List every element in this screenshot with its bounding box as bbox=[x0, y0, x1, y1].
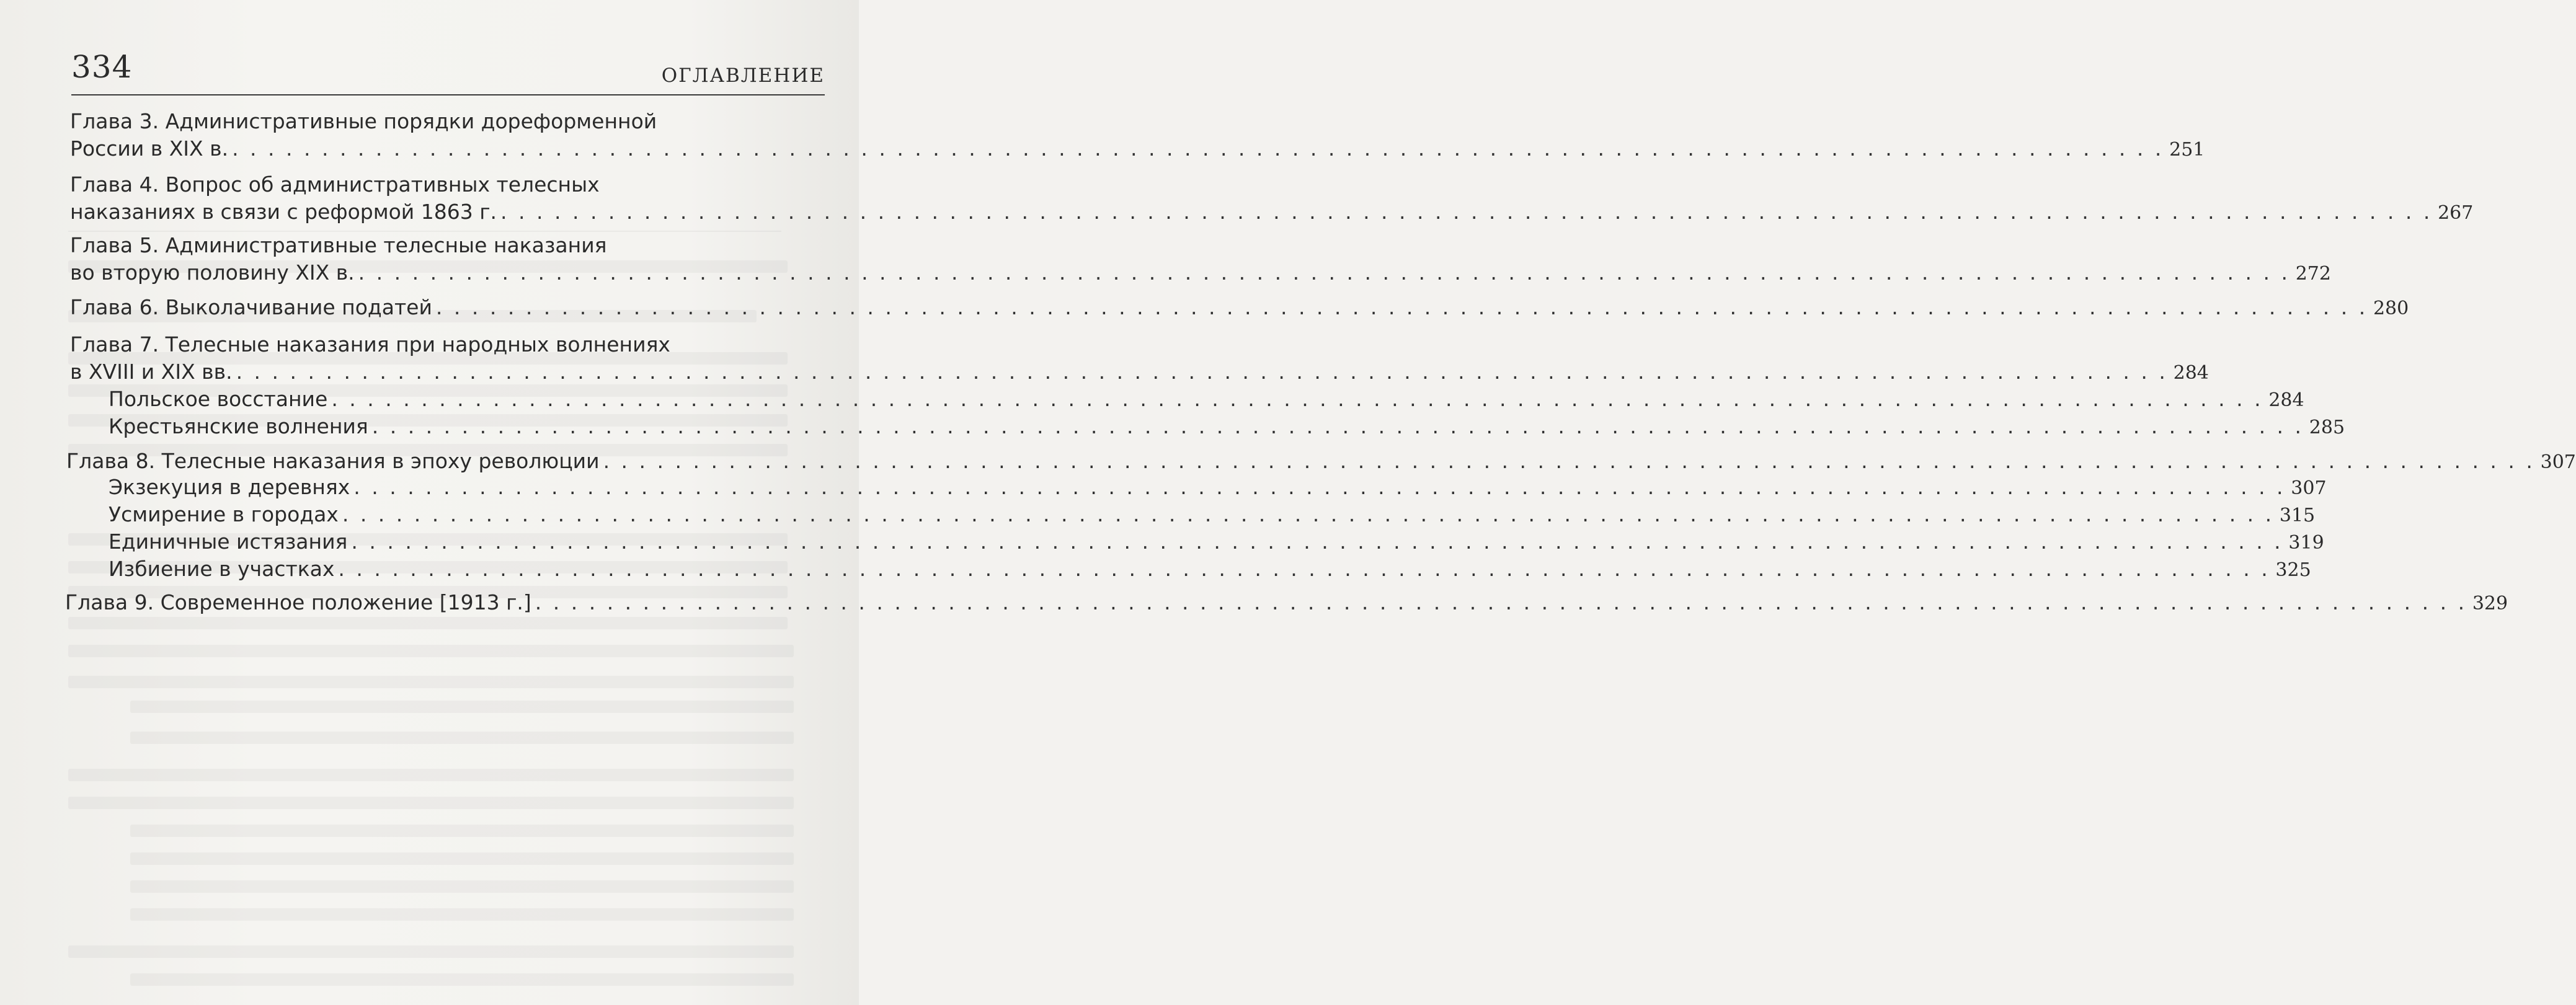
toc-subentry-title: Единичные истязания bbox=[109, 529, 348, 554]
toc-entry-chapter-3[interactable] bbox=[70, 108, 2205, 167]
toc-subentry-title: Польское восстание bbox=[109, 387, 328, 411]
toc-entry-title: Глава 9. Современное положение [1913 г.] bbox=[65, 590, 531, 614]
dot-leader bbox=[603, 448, 2535, 475]
toc-page-number: 251 bbox=[2169, 139, 2205, 161]
toc-entry-chapter-9[interactable] bbox=[65, 589, 2508, 619]
toc-page-number: 315 bbox=[2279, 505, 2316, 526]
toc-page-number: 285 bbox=[2309, 417, 2345, 438]
toc-entry-title-continued: наказаниях в связи с реформой 1863 г. bbox=[70, 200, 497, 224]
toc-entry-chapter-7[interactable] bbox=[70, 331, 2209, 391]
toc-page-number: 284 bbox=[2173, 362, 2209, 384]
toc-page-number: 319 bbox=[2288, 532, 2324, 554]
toc-entry-title-continued: во вторую половину XIX в. bbox=[70, 260, 355, 285]
toc-entry-title: Глава 7. Телесные наказания при народных волнениях bbox=[70, 332, 670, 356]
toc-entry-title-continued: в XVIII и XIX вв. bbox=[70, 360, 233, 384]
toc-entry-chapter-5[interactable] bbox=[70, 232, 2331, 291]
toc-page-number: 307 bbox=[2291, 477, 2327, 499]
toc-subentry-title: Избиение в участках bbox=[109, 557, 335, 581]
toc-subentry-village-executions[interactable] bbox=[65, 474, 2327, 501]
dot-leader bbox=[338, 556, 2270, 583]
dot-leader bbox=[500, 198, 2432, 226]
toc-page-number: 325 bbox=[2275, 559, 2311, 581]
toc-entry-chapter-8[interactable] bbox=[66, 448, 2576, 477]
toc-page-number: 272 bbox=[2295, 263, 2331, 285]
toc-page-number: 280 bbox=[2373, 298, 2409, 319]
toc-entry-chapter-4[interactable] bbox=[70, 171, 2474, 231]
toc-subentry-title: Крестьянские волнения bbox=[109, 414, 368, 438]
toc-subentry-title: Усмирение в городах bbox=[109, 502, 339, 526]
dot-leader bbox=[436, 294, 2368, 321]
toc-page-number: 267 bbox=[2438, 202, 2474, 224]
dot-leader bbox=[358, 259, 2290, 286]
dot-leader bbox=[342, 501, 2274, 528]
toc-entry-title: Глава 5. Административные телесные наказания bbox=[70, 233, 607, 257]
running-title: ОГЛАВЛЕНИЕ bbox=[661, 64, 825, 87]
toc-subentry-title: Экзекуция в деревнях bbox=[109, 475, 350, 499]
toc-subentry-peasant-unrest[interactable] bbox=[65, 413, 2345, 440]
toc-entry-title: Глава 4. Вопрос об административных телесных bbox=[70, 172, 600, 197]
dot-leader bbox=[351, 528, 2283, 556]
toc-subentry-city-pacification[interactable] bbox=[65, 501, 2316, 528]
toc-subentry-polish-uprising[interactable] bbox=[65, 386, 2304, 413]
toc-entry-title: Глава 6. Выколачивание податей bbox=[70, 295, 432, 319]
toc-entry-title: Глава 8. Телесные наказания в эпоху революции bbox=[66, 449, 600, 473]
dot-leader bbox=[232, 135, 2164, 162]
toc-page-number: 284 bbox=[2268, 389, 2304, 411]
page-number: 334 bbox=[71, 49, 133, 85]
toc-entry-title-continued: России в XIX в. bbox=[70, 136, 229, 161]
toc-entry-title: Глава 3. Административные порядки дореформенной bbox=[70, 109, 657, 133]
dot-leader bbox=[236, 358, 2168, 386]
toc-subentry-isolated-tortures[interactable] bbox=[65, 528, 2324, 556]
dot-leader bbox=[372, 413, 2304, 440]
toc-page-number: 329 bbox=[2472, 593, 2508, 614]
dot-leader bbox=[353, 474, 2285, 501]
toc-subentry-station-beatings[interactable] bbox=[65, 556, 2311, 583]
header-divider bbox=[71, 94, 825, 95]
toc-page-number: 307 bbox=[2540, 451, 2576, 473]
dot-leader bbox=[331, 386, 2263, 413]
page-header bbox=[71, 50, 825, 95]
dot-leader bbox=[535, 589, 2467, 616]
toc-entry-chapter-6[interactable] bbox=[70, 294, 2409, 325]
